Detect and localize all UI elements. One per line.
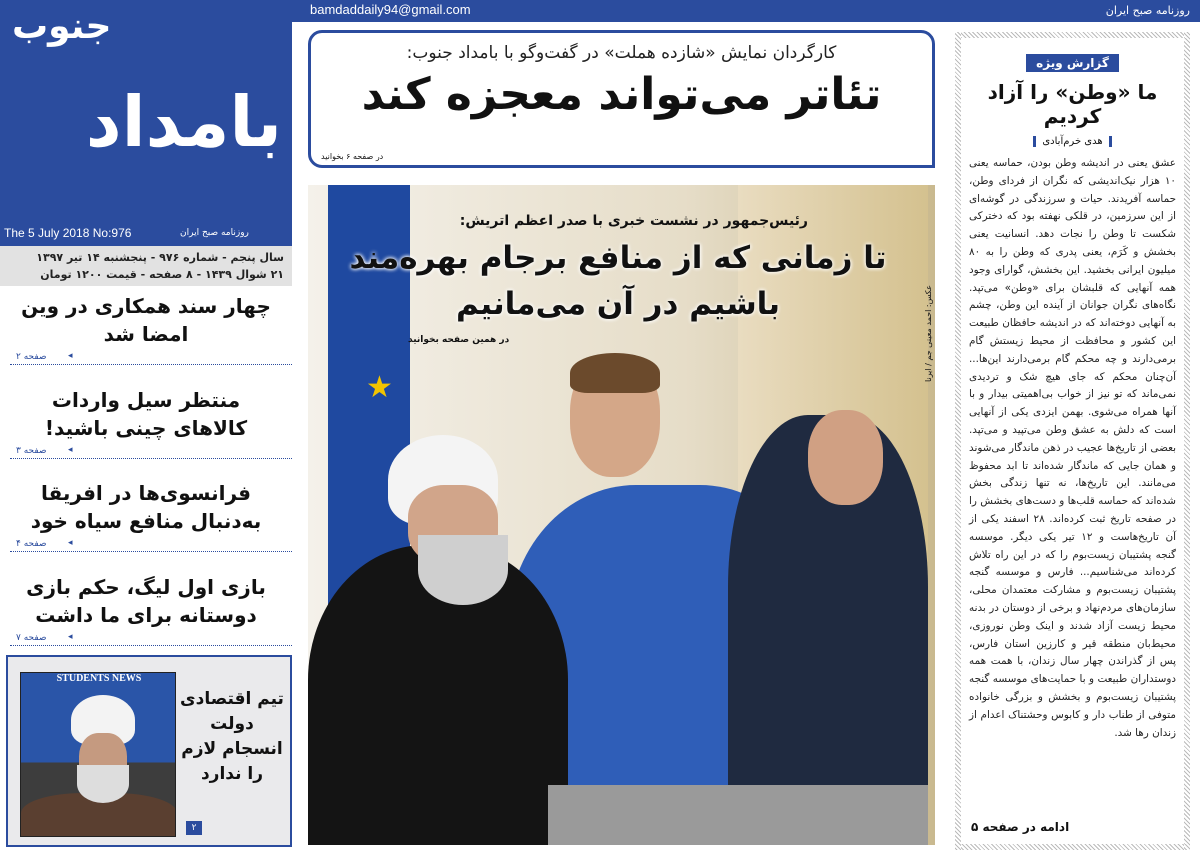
issue-info <box>0 246 292 286</box>
page-ref[interactable] <box>10 633 292 646</box>
feature-box[interactable] <box>6 655 292 847</box>
side-headline[interactable]: فرانسوی‌ها در افریقا به‌دنبال منافع سیاه خود <box>30 481 262 534</box>
photo-credit: عکس: احمد معینی جم / ایرنا <box>924 285 933 382</box>
lead-kicker: کارگردان نمایش «شازده هملت» در گفت‌وگو با بامداد جنوب: <box>406 43 837 63</box>
english-date: The 5 July 2018 No:976 <box>4 226 132 240</box>
report-author: هدی خرم‌آبادی <box>1033 136 1111 147</box>
issue-line-2: ۲۱ شوال ۱۴۳۹ - ۸ صفحه - قیمت ۱۲۰۰ تومان <box>40 268 284 281</box>
logo-subtitle: جنوب <box>12 6 112 47</box>
photo-kicker: رئیس‌جمهور در نشست خبری با صدر اعظم اتریش: <box>459 213 808 229</box>
page-ref[interactable] <box>10 446 292 459</box>
photo-backdrop-text: STUDENTS NEWS <box>56 673 142 684</box>
star-icon: ★ <box>366 370 393 405</box>
special-report[interactable] <box>955 32 1190 850</box>
portrait-photo <box>20 672 176 837</box>
side-story[interactable] <box>0 292 292 365</box>
report-body: عشق یعنی در اندیشه وطن بودن، حماسه یعنی ۱۰ هزار نیک‌اندیشی که نگران از فردای وطن، حماسه آفریدند. حیات و سرزندگی در گوشه‌ای از این سرزمین، در قلکی نهفته بود که دخترکی شکست تا وطن را نجات دهد. انسانیت یعنی بخشش و کَرَم، یعنی پدری که وطن را به ۸۰ میلیون ایرانی بخشید. این بخشش، گوارای وجود همه آنهایی که قلبشان برای «وطن» می‌تپد. نگاه‌های نگران جوانان از آینده این وطن، چشم به آنهایی دوخته‌اند که در اندیشه حافظان طبیعت این کشور و محافظت از محیط زیستش گام برمی‌دارند و چه محکم گام برمی‌دارند این‌ها... آن‌چنان محکم که جای هیچ شک و تردیدی نمی‌ماند که تو نیز از خواب بی‌اهمیتی بیدار و با آنها همراه می‌شوی. بهمن ایزدی یکی از آنهایی است که دلش به عشق وطن می‌تپید و می‌تپد. بعضی از تاریخ‌ها عجیب در ذهن ماندگار می‌شوند و همان جایی که ماندگار شده‌اند تا ابد محفوظ می‌مانند. این تاریخ‌ها، نه تنها زندگی بخش شده‌اند که حماسه قلب‌ها و دست‌های بخشش را در صفحه تاریخ ثبت کرده‌اند. ۲۸ اسفند یکی از آن تاریخ‌هاست و ۱۲ تیر یکی دیگر. موسسه گنجه پشتیبان زیست‌بوم را که در این راه تلاش کرده‌اند می‌شناسیم... فارس و موسسه گنجه پشتیبان زیست‌بوم و مشارکت معتمدان محلی، سازمان‌های مردم‌نهاد و برخی از دوستان در بدنه محیط زیست آزاد شدند و اینک وطن نوروزی، محیط‌بان منطقه قیر و کارزین استان فارس، پس از گذراندن چهار سال زندان، با همت همه دوستداران طبیعت و با حمایت‌های موسسه گنجه پشتیبان زیست‌بوم و بخشش و بزرگی خانواده متوفی از طناب دار و کابوس وحشتناک اعدام از زندان رها شد. <box>969 157 1176 739</box>
page-number-badge: ۲ <box>186 821 202 835</box>
lead-headline: تئاتر می‌تواند معجزه کند <box>361 69 882 120</box>
side-headline[interactable]: چهار سند همکاری در وین امضا شد <box>21 294 271 346</box>
masthead <box>0 0 292 246</box>
report-badge: گزارش ویژه <box>1026 54 1119 72</box>
issue-line-1: سال پنجم - شماره ۹۷۶ - پنجشنبه ۱۴ تیر ۱۳۹۷ <box>36 251 284 264</box>
photo-headline[interactable]: تا زمانی که از منافع برجام بهره‌مند باشیم در آن می‌مانیم <box>349 240 887 322</box>
main-photo <box>308 185 935 845</box>
report-title: ما «وطن» را آزاد کردیم <box>987 80 1158 128</box>
lead-page-ref: در صفحه ۶ بخوانید <box>321 152 384 161</box>
side-story[interactable] <box>0 479 292 552</box>
page-ref-label: صفحه ۷ <box>16 632 47 643</box>
page-ref[interactable] <box>10 352 292 365</box>
photo-story-text[interactable] <box>328 213 908 345</box>
side-story[interactable] <box>0 386 292 459</box>
lead-story[interactable] <box>308 30 935 168</box>
top-bar-tagline: روزنامه صبح ایران <box>1105 4 1190 17</box>
side-headline[interactable]: بازی اول لیگ، حکم بازی دوستانه برای ما داشت <box>26 574 266 627</box>
logo: بامداد <box>85 81 282 163</box>
page-ref-label: صفحه ۲ <box>16 352 47 362</box>
email-link[interactable]: bamdaddaily94@gmail.com <box>310 2 471 17</box>
page-ref[interactable] <box>10 539 292 552</box>
tagline: روزنامه صبح ایران <box>180 228 249 238</box>
feature-headline: تیم اقتصادی دولت انسجام لازم را ندارد <box>180 689 284 784</box>
side-story[interactable] <box>0 573 292 646</box>
side-headline[interactable]: منتظر سیل واردات کالاهای چینی باشید! <box>44 387 248 440</box>
top-bar <box>290 0 1200 22</box>
side-headlines <box>0 290 292 650</box>
page-ref-label: صفحه ۳ <box>16 445 47 456</box>
photo-page-ref: در همین صفحه بخوانید <box>408 335 510 345</box>
report-continued[interactable]: ادامه در صفحه ۵ <box>971 820 1070 834</box>
page-ref-label: صفحه ۴ <box>16 539 47 550</box>
